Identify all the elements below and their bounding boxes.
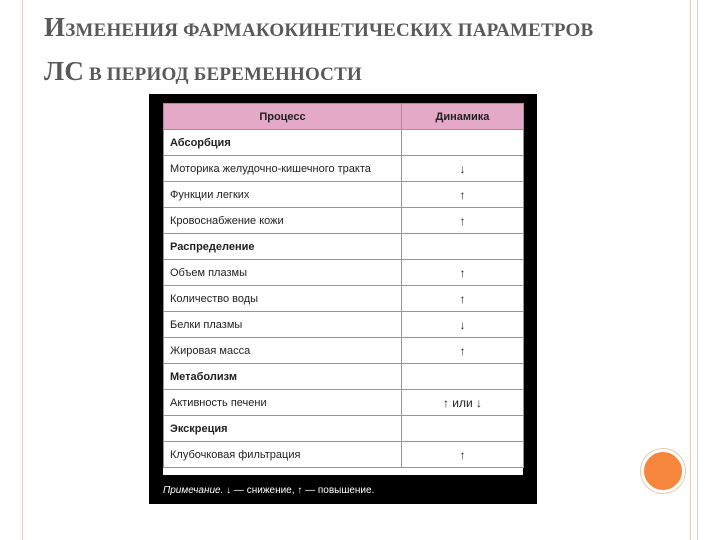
table-row [164, 338, 524, 364]
table-row [164, 312, 524, 338]
dynamics-cell: ↑ [402, 208, 524, 234]
table-row [164, 390, 524, 416]
process-cell: Активность печени [164, 390, 402, 416]
dynamics-cell: ↑ [402, 260, 524, 286]
table-body [164, 130, 524, 468]
table-row [164, 286, 524, 312]
frame-left-line [22, 0, 23, 540]
table-note [163, 485, 374, 496]
slide-title [44, 6, 664, 94]
dynamics-cell: ↑ [402, 182, 524, 208]
table-section-row [164, 130, 524, 156]
dynamics-cell: ↑ или ↓ [402, 390, 524, 416]
dynamics-cell: ↑ [402, 338, 524, 364]
table-row [164, 208, 524, 234]
slide-title-line-1: ИЗМЕНЕНИЯ ФАРМАКОКИНЕТИЧЕСКИХ ПАРАМЕТРОВ [44, 12, 594, 42]
dynamics-cell: ↓ [402, 156, 524, 182]
section-title: Абсорбция [164, 130, 402, 156]
dynamics-cell [402, 416, 524, 442]
frame-right-line-inner [690, 0, 691, 540]
process-cell: Функции легких [164, 182, 402, 208]
dynamics-cell: ↑ [402, 286, 524, 312]
orange-circle-decoration [641, 449, 685, 493]
process-cell: Моторика желудочно-кишечного тракта [164, 156, 402, 182]
table-section-row [164, 364, 524, 390]
table-row [164, 156, 524, 182]
dynamics-cell: ↓ [402, 312, 524, 338]
dynamics-cell [402, 234, 524, 260]
table-row [164, 260, 524, 286]
slide-title-line-2: ЛС В ПЕРИОД БЕРЕМЕННОСТИ [44, 56, 362, 86]
pharmacokinetics-table [163, 103, 524, 468]
pharmacokinetics-table-image [149, 94, 537, 504]
table-row [164, 442, 524, 468]
header-process: Процесс [164, 104, 402, 130]
process-cell: Клубочковая фильтрация [164, 442, 402, 468]
process-cell: Белки плазмы [164, 312, 402, 338]
section-title: Экскреция [164, 416, 402, 442]
note-text: ↓ — снижение, ↑ — повышение. [223, 485, 375, 496]
table-row [164, 182, 524, 208]
process-cell: Количество воды [164, 286, 402, 312]
dynamics-cell: ↑ [402, 442, 524, 468]
frame-right-line-outer [697, 0, 698, 540]
note-label: Примечание. [163, 485, 224, 496]
header-dynamics: Динамика [402, 104, 524, 130]
process-cell: Жировая масса [164, 338, 402, 364]
process-cell: Объем плазмы [164, 260, 402, 286]
dynamics-cell [402, 364, 524, 390]
section-title: Распределение [164, 234, 402, 260]
section-title: Метаболизм [164, 364, 402, 390]
table-section-row [164, 416, 524, 442]
table-paper [163, 103, 523, 475]
table-section-row [164, 234, 524, 260]
dynamics-cell [402, 130, 524, 156]
process-cell: Кровоснабжение кожи [164, 208, 402, 234]
table-header-row [164, 104, 524, 130]
